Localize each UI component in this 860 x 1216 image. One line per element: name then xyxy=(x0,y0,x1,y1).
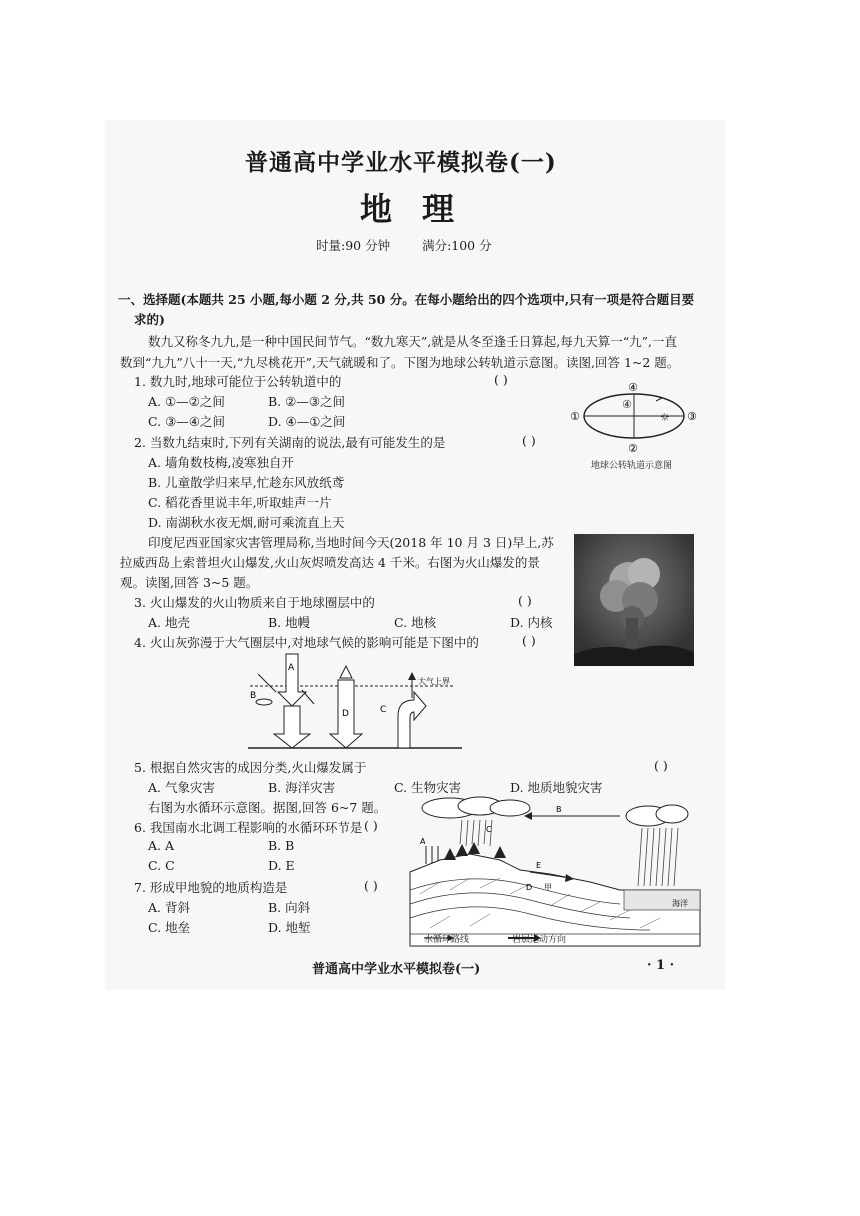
passage2-line2: 拉威西岛上索普坦火山爆发,火山灰烬喷发高达 4 千米。右图为火山爆发的景 xyxy=(120,555,540,570)
arrow-up-right-head xyxy=(408,672,416,680)
ocean xyxy=(624,890,700,910)
q2-answer-bracket[interactable]: ( ) xyxy=(522,433,536,448)
q2-option-c[interactable]: C. 稻花香里说丰年,听取蛙声一片 xyxy=(148,495,332,510)
q7-option-a[interactable]: A. 背斜 xyxy=(148,900,190,915)
label-d: D xyxy=(342,709,349,719)
label-ocean: 海洋 xyxy=(672,899,688,908)
cloud-b xyxy=(256,699,272,705)
legend-rock-label: 岩层运动方向 xyxy=(512,935,567,945)
q4-stem: 4. 火山灰弥漫于大气圈层中,对地球气候的影响可能是下图中的 xyxy=(134,635,479,650)
q7-answer-bracket[interactable]: ( ) xyxy=(364,878,378,893)
q1-option-b[interactable]: B. ②—③之间 xyxy=(268,394,346,409)
arrow-down-ground xyxy=(274,706,310,748)
legend-water-label: 水循环路线 xyxy=(424,935,470,945)
arrow-a xyxy=(278,654,306,706)
q2-option-a[interactable]: A. 墙角数枝梅,凌寒独自开 xyxy=(148,455,294,470)
orbit-label-2: ② xyxy=(628,442,638,455)
q5-option-d[interactable]: D. 地质地貌灾害 xyxy=(510,780,603,795)
q1-answer-bracket[interactable]: ( ) xyxy=(494,372,508,387)
footer-title: 普通高中学业水平模拟卷(一) xyxy=(312,962,481,977)
q2-option-d[interactable]: D. 南湖秋水夜无烟,耐可乘流直上天 xyxy=(148,515,345,530)
label-a: A xyxy=(288,663,295,673)
arrow-up-d xyxy=(340,666,352,678)
label-water-c: C xyxy=(486,825,492,834)
q7-stem: 7. 形成甲地貌的地质构造是 xyxy=(134,880,288,895)
q5-option-a[interactable]: A. 气象灾害 xyxy=(148,780,215,795)
cloud-left-icon xyxy=(422,797,530,818)
exam-title: 普通高中学业水平模拟卷(一) xyxy=(245,149,557,176)
q2-option-b[interactable]: B. 儿童散学归来早,忙趁东风放纸鸢 xyxy=(148,475,345,490)
q7-option-d[interactable]: D. 地堑 xyxy=(268,920,311,935)
passage1-line2: 数到“九九”八十一天,“九尽桃花开”,天气就暖和了。下图为地球公转轨道示意图。读图,回答 1~2 题。 xyxy=(120,355,680,370)
q5-stem: 5. 根据自然灾害的成因分类,火山爆发属于 xyxy=(134,760,367,775)
passage2-line3: 观。读图,回答 3~5 题。 xyxy=(120,575,259,590)
q6-answer-bracket[interactable]: ( ) xyxy=(364,818,378,833)
scatter-line xyxy=(302,690,314,704)
q1-stem: 1. 数九时,地球可能位于公转轨道中的 xyxy=(134,374,342,389)
rain-right xyxy=(638,828,678,886)
label-water-b: B xyxy=(556,805,562,814)
orbit-label-1: ① xyxy=(570,410,580,423)
q3-option-c[interactable]: C. 地核 xyxy=(394,615,437,630)
q6-option-c[interactable]: C. C xyxy=(148,858,175,873)
time-limit: 时量:90 分钟 xyxy=(316,238,391,253)
orbit-label-3: ③ xyxy=(687,410,697,423)
time-info xyxy=(316,236,492,254)
q7-option-b[interactable]: B. 向斜 xyxy=(268,900,311,915)
arrow-b xyxy=(258,674,276,692)
q2-stem: 2. 当数九结束时,下列有关湖南的说法,最有可能发生的是 xyxy=(134,435,446,450)
radiation-diagram xyxy=(240,652,470,754)
q4-answer-bracket[interactable]: ( ) xyxy=(522,633,536,648)
label-water-d: D xyxy=(526,883,533,892)
label-water-a: A xyxy=(420,837,426,846)
orbit-label-4-text: ④ xyxy=(622,398,632,411)
q1-option-a[interactable]: A. ①—②之间 xyxy=(148,394,225,409)
q5-option-c[interactable]: C. 生物灾害 xyxy=(394,780,462,795)
section-heading: 一、选择题(本题共 25 小题,每小题 2 分,共 50 分。在每小题给出的四个选项中,只有一项是符合题目要 xyxy=(118,292,695,307)
cloud-right-icon xyxy=(626,805,688,826)
label-c: C xyxy=(380,705,387,715)
sun-icon: ☼ xyxy=(660,411,670,424)
label-b: B xyxy=(250,691,257,701)
q3-answer-bracket[interactable]: ( ) xyxy=(518,593,532,608)
q6-option-b[interactable]: B. B xyxy=(268,838,295,853)
q1-option-d[interactable]: D. ④—①之间 xyxy=(268,414,346,429)
q6-option-d[interactable]: D. E xyxy=(268,858,295,873)
volcano-photo xyxy=(574,534,694,666)
water-cycle-diagram xyxy=(410,794,700,946)
label-jia: 甲 xyxy=(544,883,552,892)
q7-option-c[interactable]: C. 地垒 xyxy=(148,920,191,935)
orbit-label-4: ④ xyxy=(628,381,638,394)
passage3-line1: 右图为水循环示意图。据图,回答 6~7 题。 xyxy=(148,800,387,815)
q3-stem: 3. 火山爆发的火山物质来自于地球圈层中的 xyxy=(134,595,375,610)
page-number: · 1 · xyxy=(647,958,675,973)
arrow-c xyxy=(398,692,426,748)
q6-stem: 6. 我国南水北调工程影响的水循环环节是 xyxy=(134,820,363,835)
q3-option-a[interactable]: A. 地壳 xyxy=(148,615,190,630)
q3-option-d[interactable]: D. 内核 xyxy=(510,615,553,630)
q3-option-b[interactable]: B. 地幔 xyxy=(268,615,311,630)
q5-answer-bracket[interactable]: ( ) xyxy=(654,758,668,773)
section-heading-cont: 求的) xyxy=(134,312,165,327)
orbit-caption: 地球公转轨道示意图 xyxy=(591,461,673,471)
passage2-line1: 印度尼西亚国家灾害管理局称,当地时间今天(2018 年 10 月 3 日)早上,苏 xyxy=(148,535,554,550)
q5-option-b[interactable]: B. 海洋灾害 xyxy=(268,780,336,795)
passage1-line1: 数九又称冬九九,是一种中国民间节气。“数九寒天”,就是从冬至逢壬日算起,每九天算一“九”,一直 xyxy=(148,334,677,349)
subject-title: 地理 xyxy=(360,190,485,228)
q6-option-a[interactable]: A. A xyxy=(148,838,175,853)
q1-option-c[interactable]: C. ③—④之间 xyxy=(148,414,225,429)
atmosphere-top-label: 大气上界 xyxy=(418,677,450,686)
full-score: 满分:100 分 xyxy=(422,238,492,253)
label-water-e: E xyxy=(536,861,542,870)
